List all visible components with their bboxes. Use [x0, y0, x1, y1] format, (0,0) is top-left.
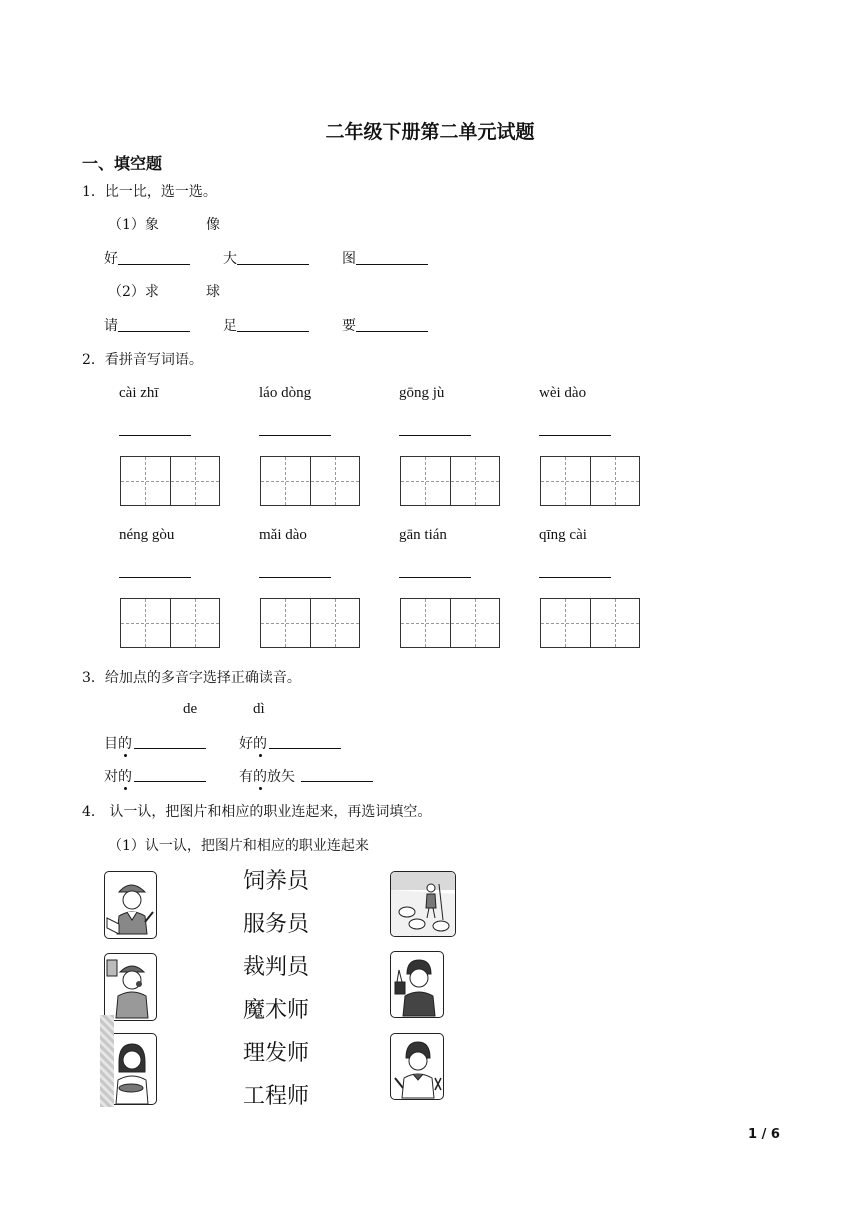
reading-option: dì: [253, 701, 265, 717]
referee-picture[interactable]: [104, 953, 157, 1021]
magician-picture[interactable]: [390, 951, 444, 1018]
pinyin-label: gōng jù: [399, 385, 445, 401]
dotted-char: 的: [118, 733, 132, 753]
q1-word: 要: [342, 318, 356, 334]
q1-word: 好: [104, 251, 118, 267]
dotted-char: 的: [118, 766, 132, 786]
q1-word: 大: [223, 251, 237, 267]
answer-blank[interactable]: [134, 781, 206, 782]
job-label[interactable]: 饲养员: [243, 869, 310, 894]
question-2-stem: 2．看拼音写词语。: [82, 352, 203, 368]
engineer-picture[interactable]: [104, 871, 157, 939]
answer-blank[interactable]: [399, 435, 471, 436]
dotted-char: 的: [253, 733, 267, 753]
question-3-stem: 3．给加点的多音字选择正确读音。: [82, 670, 301, 686]
q1-sub2-alt: 球: [206, 284, 220, 300]
person-icon: [105, 954, 157, 1021]
writing-grid[interactable]: [400, 598, 500, 648]
writing-grid[interactable]: [400, 456, 500, 506]
pinyin-label: wèi dào: [539, 385, 587, 401]
writing-grid[interactable]: [540, 456, 640, 506]
q1-sub1-alt: 像: [206, 217, 220, 233]
pinyin-label: gān tián: [399, 527, 447, 543]
answer-blank[interactable]: [301, 781, 373, 782]
section-heading: 一、填空题: [82, 154, 163, 173]
job-label[interactable]: 工程师: [243, 1084, 310, 1109]
person-icon: [391, 1034, 444, 1100]
page-number: 1 / 6: [748, 1127, 780, 1142]
pinyin-label: mǎi dào: [259, 527, 307, 543]
answer-blank[interactable]: [134, 748, 206, 749]
job-label[interactable]: 魔术师: [243, 998, 310, 1023]
scan-shadow: [100, 1015, 114, 1107]
answer-blank[interactable]: [119, 577, 191, 578]
q1-word: 足: [223, 318, 237, 334]
answer-blank[interactable]: [399, 577, 471, 578]
q4-sub1: （1）认一认，把图片和相应的职业连起来: [108, 838, 369, 854]
q1-sub2-label: （2）求: [108, 284, 159, 300]
writing-grid[interactable]: [120, 598, 220, 648]
answer-blank[interactable]: [118, 264, 190, 265]
reading-option: de: [183, 701, 198, 717]
farm-scene-icon: [391, 872, 456, 937]
job-label[interactable]: 理发师: [243, 1041, 310, 1066]
job-label[interactable]: 裁判员: [243, 955, 310, 980]
question-4-stem: 4． 认一认，把图片和相应的职业连起来，再选词填空。: [82, 804, 432, 820]
q3-word: 有的放矢: [239, 766, 295, 786]
answer-blank[interactable]: [119, 435, 191, 436]
writing-grid[interactable]: [260, 598, 360, 648]
breeder-picture[interactable]: [390, 871, 456, 937]
dotted-char: 的: [253, 766, 267, 786]
barber-picture[interactable]: [390, 1033, 444, 1100]
q3-word: 目的: [104, 733, 132, 753]
question-1-stem: 1．比一比，选一选。: [82, 184, 217, 200]
job-label[interactable]: 服务员: [243, 912, 310, 937]
pinyin-label: láo dòng: [259, 385, 312, 401]
pinyin-label: cài zhī: [119, 385, 159, 401]
person-icon: [391, 952, 444, 1018]
writing-grid[interactable]: [540, 598, 640, 648]
answer-blank[interactable]: [237, 264, 309, 265]
writing-grid[interactable]: [260, 456, 360, 506]
answer-blank[interactable]: [118, 331, 190, 332]
q1-word: 图: [342, 251, 356, 267]
answer-blank[interactable]: [356, 264, 428, 265]
q3-word: 对的: [104, 766, 132, 786]
q1-sub1-label: （1）象: [108, 217, 159, 233]
page-title: 二年级下册第二单元试题: [325, 121, 535, 143]
pinyin-label: néng gòu: [119, 527, 175, 543]
answer-blank[interactable]: [259, 435, 331, 436]
answer-blank[interactable]: [269, 748, 341, 749]
person-icon: [105, 872, 157, 939]
answer-blank[interactable]: [356, 331, 428, 332]
answer-blank[interactable]: [259, 577, 331, 578]
q1-word: 请: [104, 318, 118, 334]
answer-blank[interactable]: [237, 331, 309, 332]
answer-blank[interactable]: [539, 435, 611, 436]
writing-grid[interactable]: [120, 456, 220, 506]
q3-word: 好的: [239, 733, 267, 753]
pinyin-label: qīng cài: [539, 527, 587, 543]
answer-blank[interactable]: [539, 577, 611, 578]
